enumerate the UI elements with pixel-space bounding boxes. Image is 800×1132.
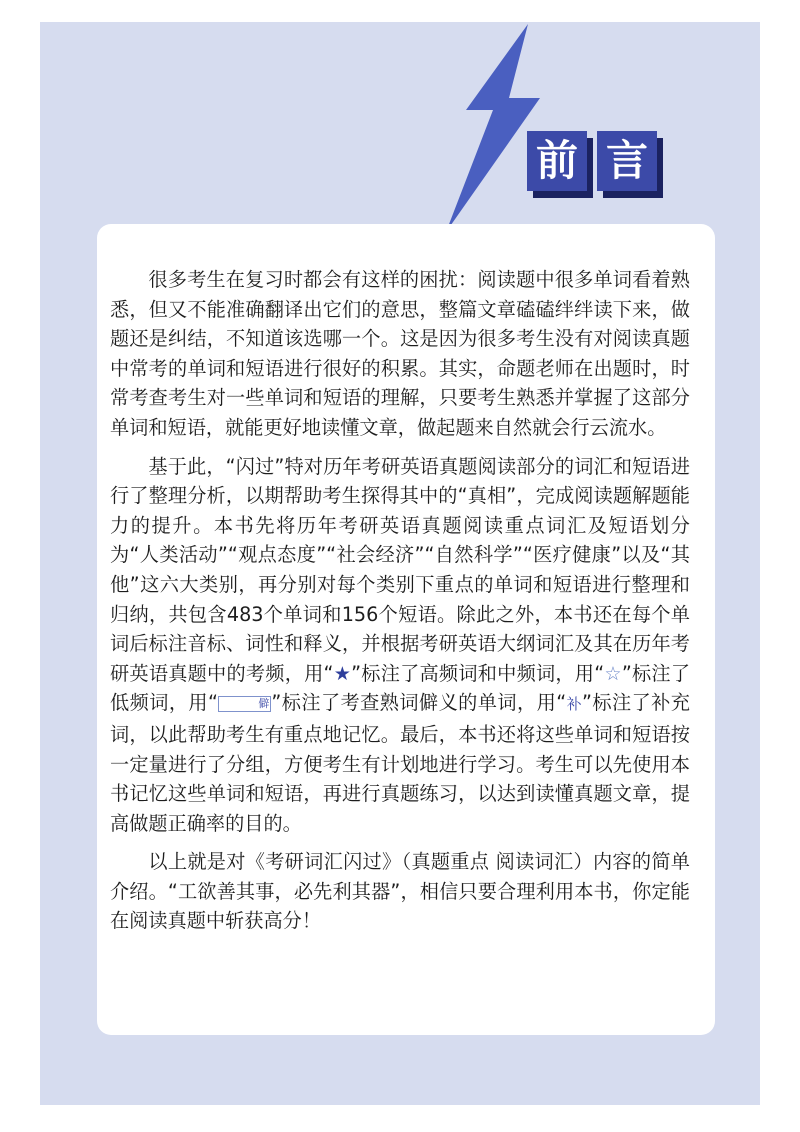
title-char-2: 言 [597,131,657,191]
paragraph-2-text-b: ”标注了高频词和中频词，用“ [351,661,605,685]
paragraph-2-text-a: 基于此，“闪过”特对历年考研英语真题阅读部分的词汇和短语进行了整理分析，以期帮助考生探得其中的“真相”，完成阅读题解题能力的提升。本书先将历年考研英语真题阅读重点词汇及短语划分为“人类活动”“观点态度”“社会经济”“自然科学”“医疗健康”以及“其他”这六大类别，再分别对每个类别下重点的单词和短语进行整理和归纳，共包含483个单词和156个短语。除此之外，本书还在每个单词后标注音标、词性和释义，并根据考研英语大纲词汇及其在历年考研英语真题中的考频，用“ [110,454,690,685]
solid-star-icon: ★ [333,661,352,685]
preface-body [110,265,690,936]
paragraph-2-text-c: ”标注了低频词，用“ [110,661,691,715]
paragraph-2 [110,452,690,839]
paragraph-2-text-d: ”标注了考查熟词僻义的单词，用“ [271,691,567,715]
rare-meaning-tag-icon: 僻 [218,696,271,712]
lightning-bolt-icon [0,0,800,240]
title-char-1: 前 [527,131,587,191]
hollow-star-icon: ☆ [604,661,622,685]
supplement-tag-icon: 补 [566,695,582,714]
page-title [527,131,657,191]
paragraph-3: 以上就是对《考研词汇闪过》（真题重点 阅读词汇）内容的简单介绍。“工欲善其事，必先利其器”，相信只要合理利用本书，你定能在阅读真题中斩获高分！ [110,850,690,933]
paragraph-2-text-e: ”标注了补充词，以此帮助考生有重点地记忆。最后，本书还将这些单词和短语按一定量进行了分组，方便考生有计划地进行学习。考生可以先使用本书记忆这些单词和短语，再进行真题练习，以达到读懂真题文章，提高做题正确率的目的。 [110,691,690,835]
paragraph-1: 很多考生在复习时都会有这样的困扰：阅读题中很多单词看着熟悉，但又不能准确翻译出它们的意思，整篇文章磕磕绊绊读下来，做题还是纠结，不知道该选哪一个。这是因为很多考生没有对阅读真题中常考的单词和短语进行很好的积累。其实，命题老师在出题时，时常考查考生对一些单词和短语的理解，只要考生熟悉并掌握了这部分单词和短语，就能更好地读懂文章，做起题来自然就会行云流水。 [110,268,690,439]
